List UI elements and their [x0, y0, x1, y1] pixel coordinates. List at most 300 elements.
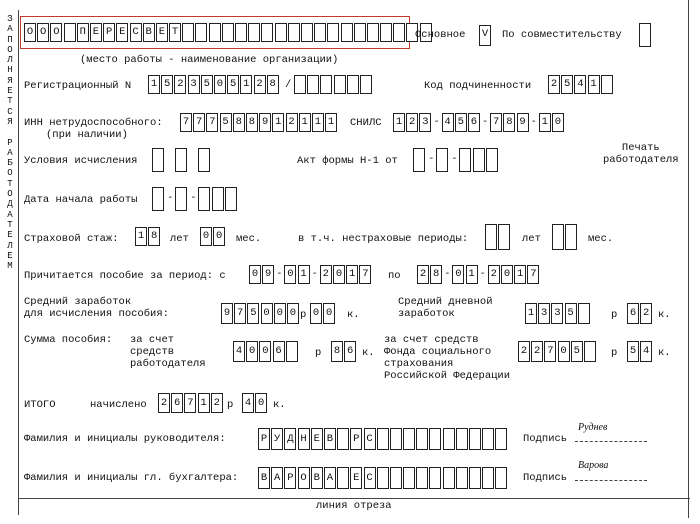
- char-cell[interactable]: 5: [161, 75, 173, 94]
- char-cell[interactable]: 5: [220, 113, 232, 132]
- head-sign-label: Подпись: [523, 433, 568, 445]
- separator-gap: [188, 148, 198, 172]
- total-kop-unit: к.: [273, 399, 286, 411]
- char-cell[interactable]: 2: [640, 303, 652, 324]
- char-cell[interactable]: [377, 467, 389, 489]
- char-cell[interactable]: [403, 467, 415, 489]
- char-cell[interactable]: [347, 75, 359, 94]
- char-cell[interactable]: 7: [193, 113, 205, 132]
- char-cell[interactable]: 4: [574, 75, 586, 94]
- inn-cells[interactable]: [180, 113, 338, 132]
- avg-rub-cells[interactable]: [221, 303, 300, 324]
- empty-cell[interactable]: [413, 148, 425, 172]
- benefit-fss-rub-cells[interactable]: [518, 341, 597, 362]
- empty-cell[interactable]: [225, 187, 237, 211]
- char-cell[interactable]: О: [50, 23, 62, 42]
- side-letter: З: [7, 14, 13, 24]
- char-cell[interactable]: [209, 23, 221, 42]
- empty-cell[interactable]: [485, 224, 497, 250]
- char-cell[interactable]: 2: [488, 265, 500, 284]
- benefit-emp-label-2: средств: [130, 346, 175, 358]
- char-cell[interactable]: 0: [501, 265, 513, 284]
- char-cell[interactable]: О: [37, 23, 49, 42]
- side-letter: Н: [7, 65, 13, 76]
- char-cell[interactable]: 1: [539, 113, 551, 132]
- reg-number-cells[interactable]: [148, 75, 280, 94]
- char-cell[interactable]: [416, 467, 428, 489]
- char-cell[interactable]: 3: [188, 75, 200, 94]
- separator-dash: -: [479, 269, 486, 280]
- char-cell[interactable]: 0: [558, 341, 570, 362]
- char-cell[interactable]: 0: [200, 227, 212, 246]
- accountant-sign-line: [575, 480, 647, 481]
- char-cell[interactable]: [341, 23, 353, 42]
- char-cell[interactable]: 7: [490, 113, 502, 132]
- char-cell[interactable]: П: [77, 23, 89, 42]
- empty-cell[interactable]: [152, 187, 164, 211]
- insurance-label: Страховой стаж:: [24, 233, 119, 245]
- char-cell[interactable]: 7: [234, 303, 246, 324]
- char-cell[interactable]: 1: [312, 113, 324, 132]
- side-letter: Я: [7, 116, 13, 127]
- char-cell[interactable]: 0: [310, 303, 322, 324]
- avg-rub-unit: р: [300, 309, 307, 321]
- char-cell[interactable]: 1: [393, 113, 405, 132]
- char-cell[interactable]: [182, 23, 194, 42]
- char-cell[interactable]: А: [271, 467, 283, 489]
- char-cell[interactable]: У: [271, 428, 283, 450]
- char-cell[interactable]: 0: [214, 75, 226, 94]
- char-cell[interactable]: 2: [417, 265, 429, 284]
- char-cell[interactable]: 0: [213, 227, 225, 246]
- char-cell[interactable]: [390, 467, 402, 489]
- char-cell[interactable]: 4: [233, 341, 245, 362]
- char-cell[interactable]: 2: [286, 113, 298, 132]
- empty-cell[interactable]: [175, 187, 187, 211]
- char-cell[interactable]: 1: [325, 113, 337, 132]
- benefit-emp-kop-unit: к.: [362, 347, 375, 359]
- side-letter: С: [7, 106, 13, 117]
- separator-gap: -: [190, 193, 197, 204]
- inn-note: (при наличии): [46, 129, 128, 141]
- char-cell[interactable]: 1: [135, 227, 147, 246]
- char-cell[interactable]: 8: [246, 113, 258, 132]
- char-cell[interactable]: Р: [103, 23, 115, 42]
- char-cell[interactable]: [64, 23, 76, 42]
- separator-dash: -: [530, 117, 537, 128]
- reg-slash: /: [285, 79, 292, 91]
- char-cell[interactable]: 0: [246, 341, 258, 362]
- char-cell[interactable]: 1: [588, 75, 600, 94]
- insurance-years-unit: лет: [170, 233, 189, 245]
- non-insurance-months-cells[interactable]: [552, 224, 578, 250]
- side-letter: О: [7, 168, 13, 179]
- char-cell[interactable]: 8: [430, 265, 442, 284]
- char-cell[interactable]: 2: [518, 341, 530, 362]
- char-cell[interactable]: [578, 303, 590, 324]
- main-job-checkbox[interactable]: V: [479, 25, 491, 46]
- char-cell[interactable]: 9: [517, 113, 529, 132]
- char-cell[interactable]: [443, 467, 455, 489]
- side-letter: Т: [7, 96, 13, 107]
- period-to-cells[interactable]: [417, 265, 541, 284]
- start-date-cells[interactable]: [152, 187, 238, 211]
- side-letter: А: [7, 24, 13, 35]
- separator-dash: -: [311, 269, 318, 280]
- side-letter: О: [7, 44, 13, 55]
- separator-gap: -: [167, 193, 174, 204]
- org-caption: (место работы - наименование организации): [80, 54, 339, 66]
- char-cell[interactable]: 2: [158, 393, 170, 413]
- empty-cell[interactable]: [152, 148, 164, 172]
- char-cell[interactable]: 8: [148, 227, 160, 246]
- total-label-2: начислено: [90, 399, 147, 411]
- side-letter: Я: [7, 75, 13, 86]
- char-cell[interactable]: 0: [323, 303, 335, 324]
- act-date-cells[interactable]: [413, 148, 499, 172]
- char-cell[interactable]: [275, 23, 287, 42]
- char-cell[interactable]: [337, 467, 349, 489]
- char-cell[interactable]: 9: [262, 265, 274, 284]
- char-cell[interactable]: В: [143, 23, 155, 42]
- avg-kop-cells[interactable]: [310, 303, 336, 324]
- char-cell[interactable]: 5: [455, 113, 467, 132]
- separator-dash: -: [444, 269, 451, 280]
- char-cell[interactable]: [495, 467, 507, 489]
- char-cell[interactable]: [443, 428, 455, 450]
- char-cell[interactable]: [390, 428, 402, 450]
- char-cell[interactable]: [235, 23, 247, 42]
- conditions-cells[interactable]: [152, 148, 212, 172]
- char-cell[interactable]: 0: [274, 303, 286, 324]
- side-letter: Е: [7, 250, 13, 261]
- char-cell[interactable]: 8: [267, 75, 279, 94]
- char-cell[interactable]: 1: [240, 75, 252, 94]
- char-cell[interactable]: 9: [259, 113, 271, 132]
- char-cell[interactable]: 3: [538, 303, 550, 324]
- char-cell[interactable]: [416, 428, 428, 450]
- char-cell[interactable]: В: [324, 428, 336, 450]
- empty-cell[interactable]: [486, 148, 498, 172]
- empty-cell[interactable]: [175, 148, 187, 172]
- frame-left-line: [18, 10, 19, 515]
- char-cell[interactable]: 1: [198, 393, 210, 413]
- head-label: Фамилия и инициалы руководителя:: [24, 433, 226, 445]
- char-cell[interactable]: 7: [544, 341, 556, 362]
- char-cell[interactable]: [314, 23, 326, 42]
- char-cell[interactable]: Н: [298, 428, 310, 450]
- char-cell[interactable]: В: [311, 467, 323, 489]
- char-cell[interactable]: 1: [514, 265, 526, 284]
- char-cell[interactable]: [334, 75, 346, 94]
- benefit-fss-label-2: Фонда социального: [384, 346, 492, 358]
- head-name-cells[interactable]: [258, 428, 509, 450]
- char-cell[interactable]: Р: [350, 428, 362, 450]
- snils-label: СНИЛС: [350, 117, 382, 129]
- accountant-signature: Варова: [578, 460, 609, 471]
- period-from-cells[interactable]: [249, 265, 373, 284]
- empty-cell[interactable]: [473, 148, 485, 172]
- char-cell[interactable]: Е: [90, 23, 102, 42]
- accountant-label: Фамилия и инициалы гл. бухгалтера:: [24, 472, 239, 484]
- total-rub-unit: р: [227, 399, 234, 411]
- char-cell[interactable]: Т: [169, 23, 181, 42]
- char-cell[interactable]: 1: [346, 265, 358, 284]
- side-letter: Т: [7, 178, 13, 189]
- char-cell[interactable]: [248, 23, 260, 42]
- empty-cell[interactable]: [459, 148, 471, 172]
- char-cell[interactable]: 2: [548, 75, 560, 94]
- main-job-label: Основное: [415, 29, 466, 41]
- reg-suffix-cells[interactable]: [294, 75, 373, 94]
- char-cell[interactable]: [380, 23, 392, 42]
- side-letter: М: [7, 261, 13, 272]
- char-cell[interactable]: [495, 428, 507, 450]
- char-cell[interactable]: [360, 75, 372, 94]
- char-cell[interactable]: 7: [359, 265, 371, 284]
- char-cell[interactable]: [469, 467, 481, 489]
- avg-label-1: Средний заработок: [24, 296, 132, 308]
- char-cell[interactable]: 0: [259, 341, 271, 362]
- char-cell[interactable]: [403, 428, 415, 450]
- char-cell[interactable]: 0: [249, 265, 261, 284]
- char-cell[interactable]: 7: [206, 113, 218, 132]
- char-cell[interactable]: О: [24, 23, 36, 42]
- side-letter: П: [7, 34, 13, 45]
- total-rub-cells[interactable]: [158, 393, 224, 413]
- char-cell[interactable]: 5: [247, 303, 259, 324]
- secondary-job-checkbox[interactable]: [639, 23, 651, 47]
- char-cell[interactable]: [429, 467, 441, 489]
- side-letter: А: [7, 209, 13, 220]
- char-cell[interactable]: 5: [561, 75, 573, 94]
- benefit-emp-kop-cells[interactable]: [331, 341, 357, 362]
- char-cell[interactable]: [584, 341, 596, 362]
- side-letter: Т: [7, 219, 13, 230]
- char-cell[interactable]: 7: [180, 113, 192, 132]
- side-letter: Л: [7, 55, 13, 66]
- char-cell[interactable]: 6: [171, 393, 183, 413]
- char-cell[interactable]: 0: [287, 303, 299, 324]
- side-letter: Л: [7, 240, 13, 251]
- char-cell[interactable]: [456, 428, 468, 450]
- daily-rub-cells[interactable]: [525, 303, 591, 324]
- empty-cell[interactable]: [212, 187, 224, 211]
- secondary-job-label: По совместительству: [502, 29, 622, 41]
- char-cell[interactable]: [288, 23, 300, 42]
- char-cell[interactable]: 6: [627, 303, 639, 324]
- daily-kop-cells[interactable]: [627, 303, 653, 324]
- char-cell[interactable]: 1: [272, 113, 284, 132]
- benefit-fss-rub-unit: р: [611, 347, 618, 359]
- char-cell[interactable]: 0: [552, 113, 564, 132]
- side-letter: Е: [7, 86, 13, 97]
- char-cell[interactable]: [429, 428, 441, 450]
- non-insurance-years-unit: лет: [522, 233, 541, 245]
- char-cell[interactable]: [456, 467, 468, 489]
- char-cell[interactable]: 0: [452, 265, 464, 284]
- sub-code-cells[interactable]: [548, 75, 614, 94]
- char-cell[interactable]: 2: [174, 75, 186, 94]
- char-cell[interactable]: [301, 23, 313, 42]
- char-cell[interactable]: [469, 428, 481, 450]
- char-cell[interactable]: 3: [419, 113, 431, 132]
- char-cell[interactable]: 5: [627, 341, 639, 362]
- char-cell[interactable]: 1: [525, 303, 537, 324]
- char-cell[interactable]: 9: [221, 303, 233, 324]
- char-cell[interactable]: Е: [350, 467, 362, 489]
- char-cell[interactable]: 2: [531, 341, 543, 362]
- daily-rub-unit: р: [611, 309, 618, 321]
- side-letter: Е: [7, 230, 13, 241]
- daily-label-1: Средний дневной: [398, 296, 493, 308]
- char-cell[interactable]: [294, 75, 306, 94]
- char-cell[interactable]: [354, 23, 366, 42]
- char-cell[interactable]: 2: [254, 75, 266, 94]
- char-cell[interactable]: [367, 23, 379, 42]
- char-cell[interactable]: 1: [299, 113, 311, 132]
- period-to-label: по: [388, 270, 401, 282]
- char-cell[interactable]: 6: [344, 341, 356, 362]
- char-cell[interactable]: Е: [311, 428, 323, 450]
- empty-cell[interactable]: [498, 224, 510, 250]
- char-cell[interactable]: 3: [551, 303, 563, 324]
- benefit-emp-label-3: работодателя: [130, 358, 206, 370]
- head-signature: Руднев: [578, 422, 608, 433]
- inn-label: ИНН нетрудоспособного:: [24, 117, 163, 129]
- char-cell[interactable]: 4: [242, 393, 254, 413]
- char-cell[interactable]: 6: [273, 341, 285, 362]
- org-name-cells[interactable]: [24, 23, 433, 42]
- char-cell[interactable]: С: [364, 428, 376, 450]
- empty-cell[interactable]: [436, 148, 448, 172]
- benefit-emp-label-1: за счет: [130, 334, 175, 346]
- side-letter: А: [7, 147, 13, 158]
- char-cell[interactable]: С: [364, 467, 376, 489]
- side-letter: Р: [7, 137, 13, 148]
- char-cell[interactable]: [337, 428, 349, 450]
- char-cell[interactable]: 0: [261, 303, 273, 324]
- char-cell[interactable]: 2: [406, 113, 418, 132]
- insurance-years-cells[interactable]: [135, 227, 161, 246]
- char-cell[interactable]: Е: [156, 23, 168, 42]
- char-cell[interactable]: [482, 467, 494, 489]
- char-cell[interactable]: Д: [284, 428, 296, 450]
- char-cell[interactable]: 6: [468, 113, 480, 132]
- char-cell[interactable]: 7: [527, 265, 539, 284]
- char-cell[interactable]: 4: [442, 113, 454, 132]
- char-cell[interactable]: [286, 341, 298, 362]
- char-cell[interactable]: Р: [284, 467, 296, 489]
- char-cell[interactable]: 1: [148, 75, 160, 94]
- char-cell[interactable]: 0: [333, 265, 345, 284]
- separator-gap: [165, 148, 175, 172]
- char-cell[interactable]: [307, 75, 319, 94]
- char-cell[interactable]: [222, 23, 234, 42]
- char-cell[interactable]: [195, 23, 207, 42]
- benefit-emp-rub-unit: р: [315, 347, 322, 359]
- char-cell[interactable]: Е: [116, 23, 128, 42]
- side-label-employer: [6, 14, 14, 271]
- char-cell[interactable]: 1: [298, 265, 310, 284]
- char-cell[interactable]: [327, 23, 339, 42]
- daily-kop-unit: к.: [658, 309, 671, 321]
- cut-line-label: линия отреза: [316, 500, 392, 512]
- char-cell[interactable]: 8: [233, 113, 245, 132]
- char-cell[interactable]: 4: [640, 341, 652, 362]
- insurance-months-cells[interactable]: [200, 227, 226, 246]
- benefit-emp-rub-cells[interactable]: [233, 341, 299, 362]
- char-cell[interactable]: 5: [571, 341, 583, 362]
- char-cell[interactable]: 0: [284, 265, 296, 284]
- insurance-months-unit: мес.: [236, 233, 262, 245]
- char-cell[interactable]: Р: [258, 428, 270, 450]
- side-letter: Б: [7, 158, 13, 169]
- char-cell[interactable]: О: [298, 467, 310, 489]
- side-letter: О: [7, 189, 13, 200]
- avg-kop-unit: к.: [347, 309, 360, 321]
- char-cell[interactable]: [393, 23, 405, 42]
- char-cell[interactable]: В: [258, 467, 270, 489]
- head-sign-line: [575, 441, 647, 442]
- total-kop-cells[interactable]: [242, 393, 268, 413]
- act-label: Акт формы Н-1 от: [297, 155, 398, 167]
- char-cell[interactable]: 0: [255, 393, 267, 413]
- char-cell[interactable]: 2: [320, 265, 332, 284]
- char-cell[interactable]: 8: [503, 113, 515, 132]
- accountant-sign-label: Подпись: [523, 472, 568, 484]
- non-insurance-label: в т.ч. нестраховые периоды:: [298, 233, 469, 245]
- empty-cell[interactable]: [198, 187, 210, 211]
- side-letter: Д: [7, 199, 13, 210]
- char-cell[interactable]: А: [324, 467, 336, 489]
- separator-dash: -: [276, 269, 283, 280]
- start-date-label: Дата начала работы: [24, 194, 138, 206]
- accountant-name-cells[interactable]: [258, 467, 509, 489]
- char-cell[interactable]: 7: [184, 393, 196, 413]
- char-cell[interactable]: [320, 75, 332, 94]
- separator-dash: -: [482, 117, 489, 128]
- char-cell[interactable]: [601, 75, 613, 94]
- char-cell[interactable]: 8: [331, 341, 343, 362]
- char-cell[interactable]: 5: [201, 75, 213, 94]
- conditions-label: Условия исчисления: [24, 155, 138, 167]
- empty-cell[interactable]: [565, 224, 577, 250]
- snils-cells[interactable]: [393, 113, 565, 132]
- period-label: Причитается пособие за период: с: [24, 270, 226, 282]
- char-cell[interactable]: 2: [211, 393, 223, 413]
- benefit-fss-kop-unit: к.: [658, 347, 671, 359]
- char-cell[interactable]: [482, 428, 494, 450]
- char-cell[interactable]: 1: [466, 265, 478, 284]
- benefit-fss-label-3: страхования: [384, 358, 454, 370]
- char-cell[interactable]: [377, 428, 389, 450]
- char-cell[interactable]: 5: [227, 75, 239, 94]
- non-insurance-months-unit: мес.: [588, 233, 614, 245]
- benefit-fss-kop-cells[interactable]: [627, 341, 653, 362]
- non-insurance-years-cells[interactable]: [485, 224, 511, 250]
- frame-bottom-line: [18, 498, 690, 499]
- empty-cell[interactable]: [198, 148, 210, 172]
- char-cell[interactable]: С: [130, 23, 142, 42]
- frame-right-line: [688, 0, 689, 518]
- benefit-fss-label-1: за счет средств: [384, 334, 479, 346]
- stamp-label: Печать работодателя: [603, 142, 679, 166]
- char-cell[interactable]: 5: [565, 303, 577, 324]
- benefit-fss-label-4: Российской Федерации: [384, 370, 511, 382]
- empty-cell[interactable]: [552, 224, 564, 250]
- char-cell[interactable]: [261, 23, 273, 42]
